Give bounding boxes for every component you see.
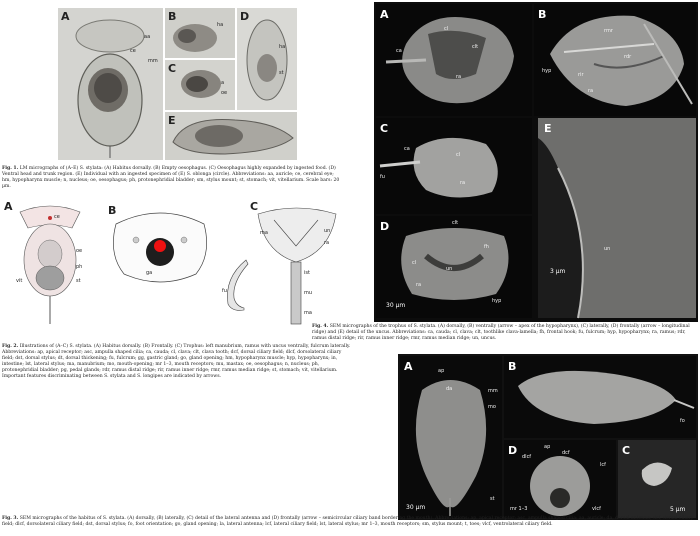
- fig4-label-c: C: [380, 122, 389, 135]
- fig2-label-a: A: [4, 200, 13, 213]
- fig1-label-c: C: [168, 62, 177, 75]
- fig3-tag-da: da: [446, 386, 453, 392]
- fig1-tag-st: st: [279, 70, 284, 76]
- fig4-tag-ra-d: ra: [416, 282, 422, 288]
- fig1-tag-oe: oe: [221, 90, 228, 96]
- fig4-tag-ca-c: ca: [404, 146, 410, 152]
- fig4-tag-cl-d: cl: [412, 260, 417, 266]
- fig4-tag-ra: ra: [456, 74, 462, 80]
- fig4-label-e: E: [544, 122, 552, 135]
- fig1-panel-d: [237, 8, 297, 110]
- fig1-caption-title: Fig. 1.: [2, 166, 19, 171]
- fig1-panel-e: [165, 112, 297, 160]
- fig2-tag-un: un: [324, 228, 331, 234]
- fig3-tag-dcf: dcf: [562, 450, 570, 456]
- fig4-caption-text: SEM micrographs of the trophus of S. stylata. (A) dorsally, (B) ventrally (arrow – apex of the hypopharynx), (C) laterally, (D) frontally (arrow – longitudinal ridge) and (E) detail of the uncus. Abbreviations: ca, cauda; cl, clava; clt, toothlike clava-lamella; fh, frontal hook; fu, fulcrum; hyp, hypopharynx; ra, ramus; rdr, ramus distal ridge; rir, ramus inner ridge; rmr, ramus median ridge; un, uncus.: [312, 324, 690, 342]
- fig4-label-b: B: [538, 8, 547, 21]
- fig4-panel-d: [376, 216, 532, 318]
- fig4-panel-b: [534, 4, 696, 116]
- fig1-panel-a: [58, 8, 163, 160]
- fig2-tag-vit: vit: [16, 278, 23, 284]
- fig4-tag-ra-b: ra: [588, 88, 594, 94]
- fig2-caption: [2, 344, 352, 381]
- fig2-tag-ma: ma: [260, 230, 268, 236]
- fig1-caption: [2, 166, 344, 190]
- fig2-tag-ma2: ma: [304, 310, 312, 316]
- fig2-trophus-drawing: [254, 200, 340, 332]
- fig2-tag-st: st: [76, 278, 81, 284]
- fig3-tag-mm: mm: [488, 388, 498, 394]
- fig1-panel-c: [165, 60, 235, 110]
- fig3-caption: [2, 516, 698, 528]
- fig1-tag-aa: aa: [144, 34, 151, 40]
- fig2-tag-ph: ph: [76, 264, 83, 270]
- fig3-tag-dlcf: dlcf: [522, 454, 532, 460]
- fig4-label-a: A: [380, 8, 389, 21]
- fig4-tag-cl-c: cl: [456, 152, 461, 158]
- fig3-label-d: D: [508, 444, 518, 457]
- fig3-label-b: B: [508, 360, 517, 373]
- fig1-tag-ha2: ha: [279, 44, 286, 50]
- fig3-tag-lcf: lcf: [600, 462, 606, 468]
- fig1-tag-ce: ce: [130, 48, 136, 54]
- fig2-tag-ce: ce: [54, 214, 60, 220]
- fig3-scale-c: 5 µm: [670, 506, 686, 513]
- fig3-scale-a: 30 µm: [406, 504, 426, 511]
- fig4-panel-e: [538, 118, 696, 318]
- fig1-tag-mm: mm: [148, 58, 158, 64]
- fig2-caption-text: Illustrations of (A–C) S. stylata. (A) Habitus dorsally. (B) Frontally. (C) Trophus: left manubrium, ramus with uncus ventrally, fulcrum laterally. Abbreviations: ap, apical receptor; asc, ampulla shaped cilia; ca, cauda; cl, clava; clt, clava tooth; dcf, dorsal ciliary field; dlcf, dorsolateral ciliary field; dst, dorsal stylus; dt, dorsal thickening; fu, fulcrum; gg, gastric gland; go, gland opening; hm, hypopharynx muscle; hyp, hypopharynx; in, intestine; lst, lateral stylus; ma, manubrium; mo, mouth-opening; mr 1–3, mouth receptors; mu, mastax; oe, oesophagus; n, nucleus; ph, protonephridial bladder; pg, pedal glands; rdr, ramus distal ridge; rir, ramus inner ridge; rmr, ramus median ridge; st, stomach; vit, vitellarium. Important features discriminating between S. stylata and S. longipes are indicated by arrows.: [2, 344, 351, 380]
- fig4-label-d: D: [380, 220, 390, 233]
- fig3-panel-a: [400, 356, 502, 518]
- fig3-tag-ap: ap: [438, 368, 445, 374]
- fig3-tag-mr: mr 1–3: [510, 506, 528, 512]
- fig2-panel-c-left: [222, 258, 252, 314]
- fig4-tag-fu: fu: [380, 174, 385, 180]
- fig3-tag-vlcf: vlcf: [592, 506, 601, 512]
- fig3-panel-b: [504, 356, 696, 438]
- fig1-tag-ha: ha: [217, 22, 224, 28]
- fig2-label-b: B: [108, 204, 117, 217]
- rotifer-lm-habitus: [58, 8, 163, 160]
- fig3-panel-d: [504, 440, 616, 518]
- fig1-tag-a: a: [221, 80, 225, 86]
- fig2-frontal-drawing: [106, 204, 214, 294]
- fig4-tag-clt-d: clt: [452, 220, 459, 226]
- fig4-panel-a: [376, 4, 532, 116]
- fig1-label-a: A: [61, 10, 70, 23]
- fig1-label-b: B: [168, 10, 177, 23]
- fig4-tag-fh: fh: [484, 244, 489, 250]
- fig2-panel-b: [106, 204, 214, 294]
- fig4-scale-e: 3 µm: [550, 268, 566, 275]
- fig2-label-c: C: [250, 200, 259, 213]
- fig4-tag-hyp: hyp: [542, 68, 552, 74]
- fig4-tag-clt: clt: [472, 44, 479, 50]
- fig2-tag-ga: ga: [146, 270, 153, 276]
- fig2-habitus-drawing: [2, 198, 98, 330]
- fig2-tag-oe: oe: [76, 248, 83, 254]
- fig3-tag-st: st: [490, 496, 495, 502]
- fig4-tag-ca: ca: [396, 48, 402, 54]
- fig4-tag-rir: rir: [578, 72, 584, 78]
- fig3-caption-title: Fig. 3.: [2, 516, 19, 521]
- fig4-tag-un-d: un: [446, 266, 453, 272]
- fig2-panel-a: [2, 198, 98, 330]
- fig4-caption-title: Fig. 4.: [312, 324, 329, 329]
- fig2-caption-title: Fig. 2.: [2, 344, 19, 349]
- fig2-tag-fu: fu: [222, 288, 227, 294]
- fig1-label-d: D: [240, 10, 250, 23]
- fig2-tag-ra: ra: [324, 240, 330, 246]
- fig2-tag-mu: mu: [304, 290, 313, 296]
- fig3-tag-ap-d: ap: [544, 444, 551, 450]
- fig4-tag-rmr: rmr: [604, 28, 613, 34]
- fig4-tag-ra-c: ra: [460, 180, 466, 186]
- fig3-tag-fo: fo: [680, 418, 685, 424]
- fig3-label-a: A: [404, 360, 413, 373]
- fig3-caption-text: SEM micrographs of the habitus of S. stylata. (A) dorsally, (B) laterally, (C) detail of the lateral antenna and (D) frontally (arrow – semicircular ciliary band bordering the mouth). Abbreviations: ap, apical receptor; asc, ampulla shaped cilia; aa, auricle; da, dorsal antenna; dcf, dorsal ciliary field; dlcf, dorsolateral ciliary field; dst, dorsal stylus; fo, foot orientation; go, gland opening; la, lateral antenna; lcf, lateral ciliary field; lst, lateral stylus; mr 1–3, mouth receptors; sm, stylus mount; t, toes; vlcf, ventrolateral ciliary field.: [2, 516, 694, 528]
- fig3-label-c: C: [622, 444, 631, 457]
- fig4-caption: [312, 324, 698, 342]
- fig4-tag-hyp-d: hyp: [492, 298, 502, 304]
- fig2-tag-ist: ist: [304, 270, 310, 276]
- fig3-panel-c: [618, 440, 696, 518]
- fig4-tag-rdr: rdr: [624, 54, 632, 60]
- fig4-tag-un-e: un: [604, 246, 611, 252]
- fig4-scale-d: 30 µm: [386, 302, 406, 309]
- fig2-panel-c: [250, 200, 340, 332]
- fig1-label-e: E: [168, 114, 176, 127]
- fig1-panel-b: [165, 8, 235, 58]
- fig1-caption-text: LM micrographs of (A–E) S. stylata: (A) Habitus dorsally. (B) Empty oesophagus. (C) Oesophagus highly expanded by ingested food. (D) Ventral head and trunk region. (E) Individual with an ingested specimen of (E) S. oblonga (circle). Abbreviations: aa, auricle; ce, cerebral eye; hm, hypopharynx muscle; n, nucleus; oe, oesophagus; ph, protonephridial bladder; sm, stylus mount; st, stomach; vit, vitellarium. Scale bars: 20 µm.: [2, 166, 340, 190]
- fig4-panel-c: [376, 118, 532, 214]
- fig3-tag-mo: mo: [488, 404, 496, 410]
- fig4-tag-cl: cl: [444, 26, 449, 32]
